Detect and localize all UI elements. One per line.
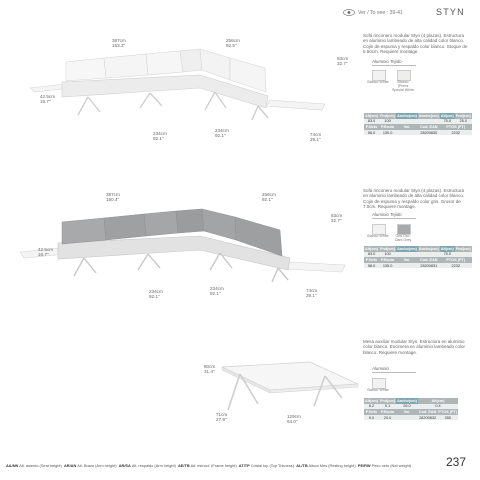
spec-value: 75.0: [440, 252, 455, 258]
spec-header: P.Neto: [365, 409, 378, 414]
dimension-label: 42.5cm 16.7": [40, 94, 56, 105]
product-description: Sofá rinconero modular Styn (4 plazas). Estructura en aluminio lambeado de alta calidad color blanco. Cojin de espuma y respaldo color gris. Grosor de 7.0cm. Requiere montage.: [363, 188, 465, 209]
spec-header: Cod. EAN: [418, 257, 440, 263]
swatch-label: Blanco White: [367, 388, 389, 392]
legend-text: Alt. asiento (Seat height): [19, 463, 62, 468]
spec-header: P.Neto: [365, 124, 378, 129]
spec-header: Ancho(cm): [397, 113, 417, 118]
spec-header: PTOS (PT): [440, 124, 472, 130]
materials-label: Aluminio Tejido: [372, 59, 402, 64]
legend-code: AL/TB: [296, 463, 308, 468]
materials-label: Aluminio: [372, 366, 389, 371]
spec-value: 83.0: [364, 252, 379, 258]
spec-header: Ancho(cm): [418, 113, 439, 118]
spec-value: 75.0: [440, 119, 455, 125]
spec-header: Fnd(cm): [455, 113, 471, 118]
legend-text: Altura Mes (Resting height): [308, 463, 356, 468]
legend-text: Alt. respaldo (Arm height): [131, 463, 176, 468]
swatch-label: Blanco White: [367, 80, 389, 84]
dimension-label: 256cm 92.5": [226, 38, 240, 49]
page-number: 237: [446, 455, 467, 469]
spec-header: Fnd(cm): [380, 113, 396, 118]
dimension-label: 387cm 150.4": [106, 192, 120, 203]
spec-header: PTOS (PT): [438, 409, 458, 414]
dimension-label: 83cm 32.7": [337, 56, 349, 67]
spec-value: 2232: [440, 130, 472, 136]
spec-value: 28200832: [419, 415, 437, 420]
swatch-label: Blanco (Premi Special White: [392, 80, 414, 93]
spec-value: 0.1: [379, 404, 396, 410]
dimension-label: 234cm 92.1": [153, 131, 167, 142]
spec-value: 130.0: [379, 130, 396, 136]
spec-header: Alt(cm): [440, 246, 454, 251]
legend-code: AE/TB: [178, 463, 190, 468]
spec-header: Ancho(cm): [397, 398, 417, 403]
dimension-label: 234cm 92.1": [215, 128, 229, 139]
spec-value: 9.0: [364, 415, 379, 421]
swatch-label: Gris Osc. Dark Grey: [394, 234, 412, 243]
swatch-label: Blanco White: [367, 234, 389, 238]
divider: [372, 372, 416, 373]
dimension-label: 42.5cm 16.7": [38, 247, 54, 258]
legend-code: AA/NN: [6, 463, 19, 468]
spec-value: 56.0: [364, 130, 379, 136]
legend-code: AR/SA: [118, 463, 131, 468]
spec-value: 20.0: [379, 415, 396, 421]
dimension-label: 74cm 29.1": [310, 132, 322, 143]
spec-table: [364, 398, 458, 420]
dimension-label: 74cm 29.1": [306, 288, 318, 299]
dimension-label: 71cm 27.9": [216, 412, 228, 423]
spec-value: 100: [379, 252, 396, 258]
spec-header: Vol.: [396, 257, 418, 263]
spec-header: Vol.: [396, 409, 418, 415]
legend-text: Alt. estruct. (Frame height): [190, 463, 237, 468]
spec-value: 355: [437, 415, 458, 421]
spec-value: [396, 415, 418, 421]
spec-value: 28200830: [418, 130, 440, 136]
legend-text: Peso neto (Net weight): [371, 463, 412, 468]
spec-value: 135.0: [379, 263, 396, 269]
spec-value: 6.2: [364, 404, 379, 410]
spec-header: P.Bruto: [380, 257, 395, 262]
legend-code: AT/TP: [238, 463, 250, 468]
legend-text: Cristal top (Top Thkness): [250, 463, 295, 468]
legend-text: Alt. Brazo (Arm height): [77, 463, 117, 468]
product-description: Sofá rinconero modular Styn (4 plazas). Estructura en aluminio lambeado de alta calidad color blanco. Cojin de espuma y respaldo color blanco. Stoque de 5.50cm. Requiere montage.: [363, 33, 468, 54]
spec-value: 58.0: [364, 263, 379, 269]
spec-header: Alt(cm): [440, 113, 454, 118]
page-title: STYN: [436, 7, 465, 17]
dimension-label: 83cm 32.7": [331, 213, 343, 224]
spec-header: Ancho(cm): [397, 246, 417, 251]
legend-code: AR/AN: [63, 463, 77, 468]
spec-header: Alt(cm): [365, 398, 379, 403]
spec-value: 28200831: [418, 263, 440, 269]
spec-header: Fnd(cm): [380, 398, 396, 403]
spec-header: Fnd(cm): [455, 246, 471, 251]
dimension-label: 256cm 92.1": [262, 192, 276, 203]
spec-header: PTOS (PT): [440, 257, 472, 263]
dimension-label: 387cm 153.3": [112, 38, 126, 49]
spec-header: Alt(cm): [418, 398, 458, 404]
abbreviation-legend: [6, 463, 411, 468]
materials-label: Aluminio Tejido: [372, 212, 402, 217]
spec-header: P.Neto: [365, 257, 378, 262]
spec-value: 25.0: [455, 119, 472, 125]
dimension-label: 80cm 31.4": [204, 364, 216, 375]
spec-value: 100: [379, 119, 396, 125]
spec-value: 0.4: [418, 404, 458, 410]
dimension-label: 234cm 92.1": [210, 286, 224, 297]
spec-header: Fnd(cm): [380, 246, 396, 251]
spec-header: Cod. EAN: [418, 124, 440, 130]
spec-header: Alt(cm): [365, 246, 379, 251]
product-description: Mesa auxiliar modular Styn. Estructura en aluminio color blanco. Encimera en aluminio lambeado color blanco. Requiere montage.: [363, 339, 466, 355]
spec-value: 26.0: [396, 404, 418, 410]
dimension-label: 234cm 92.1": [149, 289, 163, 300]
spec-value: 2232: [440, 263, 472, 269]
spec-header: Ancho(cm): [418, 246, 439, 251]
dimension-label: 129cm 64.0": [287, 414, 301, 425]
spec-header: Alt(cm): [365, 113, 379, 118]
spec-header: P.Bruto: [380, 124, 395, 129]
spec-header: Vol.: [396, 124, 418, 130]
spec-value: 83.0: [364, 119, 379, 125]
spec-header: Cod. EAN: [418, 409, 437, 414]
spec-header: P.Bruto: [380, 409, 395, 414]
legend-code: PE/RW: [357, 463, 371, 468]
page-reference: Ver / To see : 39-41: [358, 10, 403, 16]
